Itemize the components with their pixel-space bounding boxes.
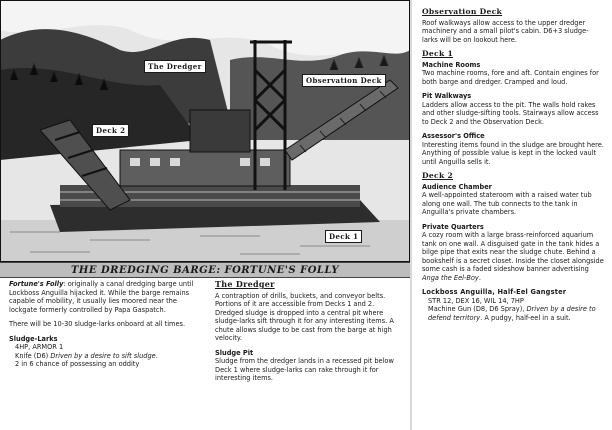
machine-rooms-heading: Machine Rooms <box>422 60 481 69</box>
observation-text: Roof walkways allow access to the upper dredger machinery and a small pilot's cabin. D6+3 sludge-larks will be on lookout here. <box>422 18 589 44</box>
private-text-b: Anga the Eel-Boy <box>422 273 479 282</box>
deck1-section <box>422 50 604 166</box>
npc-heading: Lockboss Anguilla, Half-Eel Gangster <box>422 288 567 296</box>
intro-paragraph <box>9 280 199 314</box>
npc-block <box>422 288 604 322</box>
callout-deck-2: Deck 2 <box>92 124 129 137</box>
callout-dredger: The Dredger <box>144 60 206 73</box>
assessors-office-text: Interesting items found in the sludge are brought here. Anything of possible value is kept in the locked vault until Anguilla sells it. <box>422 140 604 166</box>
assessors-office <box>422 132 604 166</box>
npc-stats: STR 12, DEX 16, WIL 14, 7HP <box>428 296 524 305</box>
machine-rooms <box>422 61 604 87</box>
npc-weapon-a: Machine Gun (D8, D6 Spray), <box>428 305 527 313</box>
npc-weapon <box>422 305 604 322</box>
right-page <box>412 0 612 430</box>
npc-weapon-b: Driven by a desire to defend territory <box>428 305 596 322</box>
weapon-name: Knife (D6) <box>15 351 51 360</box>
barge-illustration <box>0 0 410 262</box>
observation-heading: Observation Deck <box>422 7 503 16</box>
private-quarters <box>422 223 604 283</box>
npc-weapon-c: . A pudgy, half-eel in a suit. <box>480 313 571 322</box>
intro-column <box>9 280 199 369</box>
weapon-end: . <box>155 351 158 360</box>
chapter-title-banner: THE DREDGING BARGE: FORTUNE'S FOLLY <box>0 262 410 278</box>
observation-section <box>422 8 604 44</box>
pit-walkways <box>422 92 604 126</box>
sludge-pit-text: Sludge from the dredger lands in a recessed pit below Deck 1 where sludge-larks can rake through it for interesting items. <box>215 357 394 382</box>
private-quarters-text <box>422 231 604 282</box>
dredger-heading: The Dredger <box>215 279 275 289</box>
pit-walkways-text: Ladders allow access to the pit. The walls hold rakes and other sludge-sifting tools. Stairways allow access to Deck 2 and the Observation Deck. <box>422 100 599 126</box>
sludge-larks-heading: Sludge-Larks <box>9 334 58 343</box>
intro-name: Fortune's Folly <box>9 280 64 288</box>
sludge-larks-oddity: 2 in 6 chance of possessing an oddity <box>15 360 140 368</box>
audience-chamber-text: A well-appointed stateroom with a raised water tub along one wall. The tub connects to the tank in Anguilla's private chambers. <box>422 191 592 216</box>
private-text-c: . <box>478 273 481 282</box>
assessors-office-heading: Assessor's Office <box>422 132 485 140</box>
dredging-barge-drawing <box>0 0 410 262</box>
dredger-text: A contraption of drills, buckets, and conveyor belts. Portions of it are accessible from Decks 1 and 2. Dredged sludge is dropped into a central pit where sludge-larks sift through it for any interesting items. A chute allows sludge to be cast from the barge at high velocity. <box>215 291 394 342</box>
audience-chamber-heading: Audience Chamber <box>422 182 492 191</box>
private-quarters-heading: Private Quarters <box>422 222 484 231</box>
audience-chamber <box>422 183 604 217</box>
callout-observation-deck: Observation Deck <box>302 74 386 87</box>
deck1-heading: Deck 1 <box>422 49 454 58</box>
callout-deck-1: Deck 1 <box>325 230 362 243</box>
weapon-drive: Driven by a desire to sift sludge <box>50 351 156 360</box>
pit-walkways-heading: Pit Walkways <box>422 92 472 100</box>
dredger-column <box>215 280 403 389</box>
intro-text: : originally a canal dredging barge until Lockboss Anguilla hijacked it. While the barge remains capable of mobility, it usually lies moored near the lockgate formerly controlled by Papa Gaspatch. <box>9 280 194 314</box>
sludge-larks-weapon <box>9 352 199 361</box>
sludge-larks-stats: 4HP, ARMOR 1 <box>15 343 64 351</box>
deck2-heading: Deck 2 <box>422 171 454 180</box>
private-text-a: A cozy room with a large brass-reinforced aquarium tank on one wall. A disguised gate in the tank hides a bilge pipe that exits near the sludge chute. Behind a bookshelf is a secret closet. Inside the closet alongside some cash is a faded sideshow banner advertising <box>422 231 604 273</box>
sludge-count: There will be 10-30 sludge-larks onboard at all times. <box>9 320 186 328</box>
sludge-pit-heading: Sludge Pit <box>215 348 254 357</box>
deck2-section <box>422 172 604 282</box>
machine-rooms-text: Two machine rooms, fore and aft. Contain engines for both barge and dredger. Cramped and loud. <box>422 69 599 86</box>
